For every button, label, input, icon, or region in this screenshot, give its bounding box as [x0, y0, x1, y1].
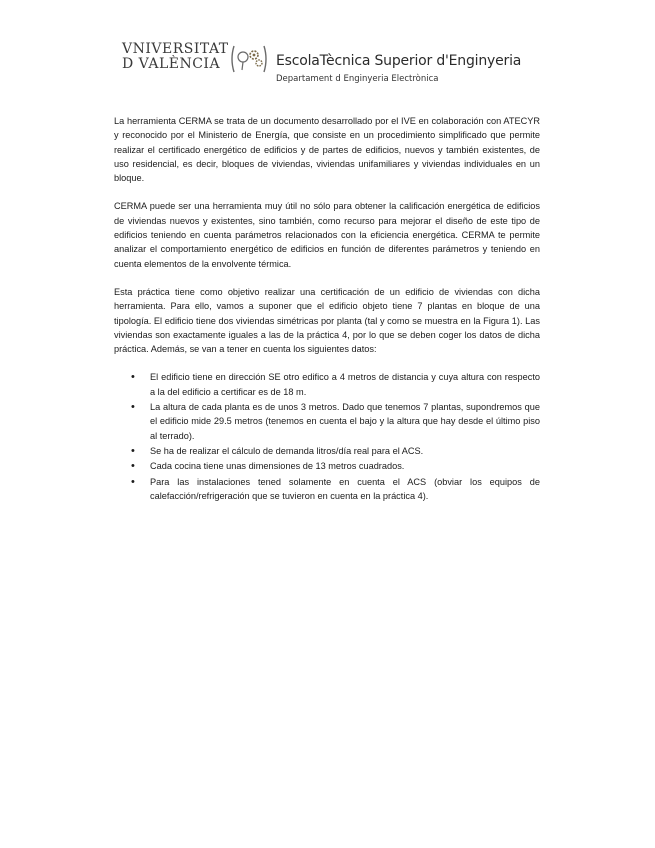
list-item: • Cada cocina tiene unas dimensiones de 13 metros cuadrados.	[114, 459, 540, 473]
university-logo	[122, 42, 232, 78]
university-name-line2: D VALÈNCIA	[122, 56, 221, 72]
school-name: EscolaTècnica Superior d'Enginyeria	[276, 53, 522, 69]
list-item: • El edificio tiene en dirección SE otro edifico a 4 metros de distancia y cuya altura con respecto a la del edificio a certificar es de 18 m.	[114, 370, 540, 399]
intro-paragraph: La herramienta CERMA se trata de un documento desarrollado por el IVE en colaboración con ATECYR y reconocido por el Ministerio de Energía, que consiste en un procedimiento simplificado que permite realizar el certificado energético de edificios y de partes de edificios, nuevos y también existentes, de uso residencial, es decir, bloques de viviendas, viviendas unifamiliares y viviendas individuales en un bloque.	[114, 116, 540, 184]
data-bullet-list	[114, 370, 540, 503]
page-header	[122, 42, 542, 90]
department-name: Departament d Enginyeria Electrònica	[276, 74, 439, 84]
practice-objective-paragraph: Esta práctica tiene como objetivo realizar una certificación de un edificio de viviendas con dicha herramienta. Para ello, vamos a suponer que el edificio objeto tiene 7 plantas en bloque de una tipología. El edificio tiene dos viviendas simétricas por planta (tal y como se muestra en la Figura 1). Las viviendas son exactamente iguales a las de la práctica 4, por lo que se deben coger los datos de dicha práctica. Además, se van a tener en cuenta los siguientes datos:	[114, 286, 540, 355]
document-body	[114, 114, 540, 504]
list-item: • La altura de cada planta es de unos 3 metros. Dado que tenemos 7 plantas, supondremos que el edificio mide 29.5 metros (tenemos en cuenta el bajo y la altura que hay desde el último piso al terrado).	[114, 400, 540, 443]
school-emblem-icon	[229, 43, 269, 75]
list-item: • Se ha de realizar el cálculo de demanda litros/día real para el ACS.	[114, 444, 540, 458]
university-name-line1: VNIVERSITAT	[122, 41, 229, 57]
list-item: • Para las instalaciones tened solamente en cuenta el ACS (obviar los equipos de calefacción/refrigeración que se tuvieron en cuenta en la práctica 4).	[114, 475, 540, 504]
cerma-usefulness-paragraph: CERMA puede ser una herramienta muy útil no sólo para obtener la calificación energética de edificios de viviendas nuevos y existentes, sino también, como recurso para mejorar el diseño de este tipo de edificios teniendo en cuenta parámetros relacionados con la eficiencia energética. CERMA te permite analizar el comportamiento energético de edificios en función de diferentes parámetros y teniendo en cuenta elementos de la envolvente térmica.	[114, 201, 540, 269]
